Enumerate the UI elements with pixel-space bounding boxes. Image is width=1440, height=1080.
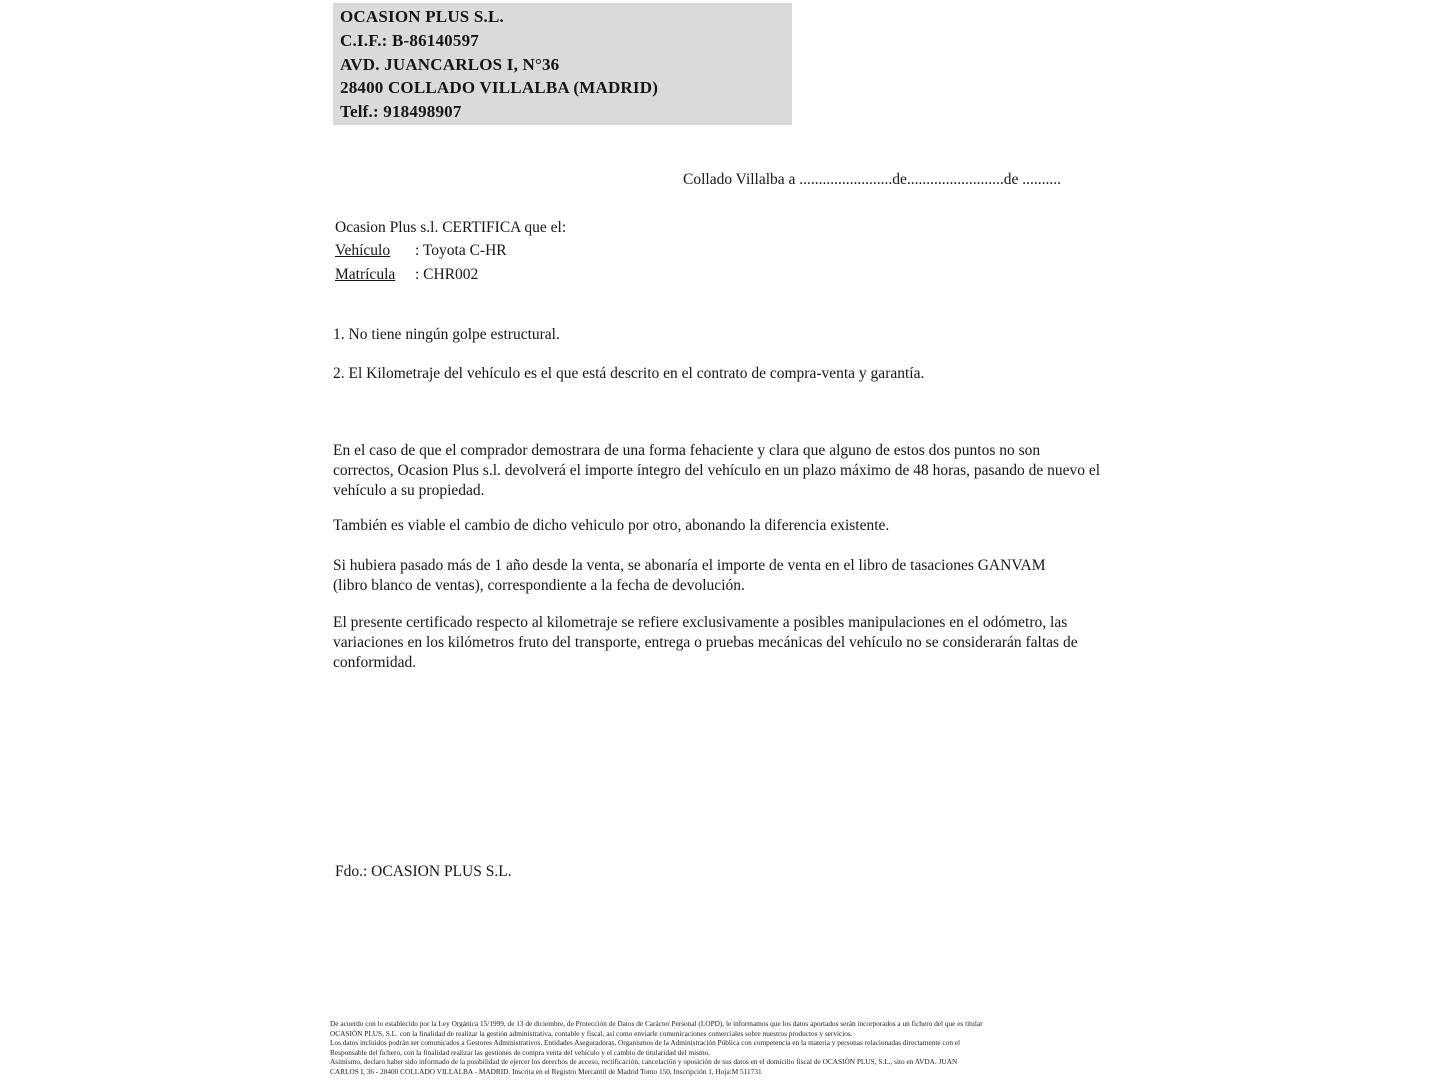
signature-line: Fdo.: OCASION PLUS S.L.	[335, 863, 512, 880]
plate-value: : CHR002	[415, 265, 479, 283]
company-name: OCASION PLUS S.L.	[340, 7, 504, 26]
vehicle-label: Vehículo	[335, 242, 391, 260]
legal-footer-line: OCASIÓN PLUS, S.L. con la finalidad de realizar la gestión administrativa, contable y fiscal, así como enviarle comunicaciones comerciales sobre nuestros productos y servicios.	[330, 1028, 853, 1038]
vehicle-row	[335, 239, 566, 262]
date-fill-in-line: Collado Villalba a ........................de.........................de ..........	[683, 171, 1062, 188]
company-cif: C.I.F.: B-86140597	[340, 30, 479, 50]
certified-point-2: 2. El Kilometraje del vehículo es el que está descrito en el contrato de compra-venta y garantía.	[333, 365, 925, 382]
ganvam-clause-paragraph: Si hubiera pasado más de 1 año desde la venta, se abonaría el importe de venta en el libro de tasaciones GANVAM (libro blanco de ventas), correspondiente a la fecha de devolución.	[333, 557, 1046, 594]
odometer-clause-paragraph: El presente certificado respecto al kilometraje se refiere exclusivamente a posibles manipulaciones en el odómetro, las variaciones en los kilómetros fruto del transporte, entrega o pruebas mecánicas del vehículo no se considerarán faltas de conformidad.	[333, 614, 1078, 671]
legal-footer	[330, 1019, 983, 1076]
certification-block	[335, 216, 566, 286]
exchange-clause-paragraph: También es viable el cambio de dicho vehiculo por otro, abonando la diferencia existente.	[333, 517, 890, 534]
certified-point-1: 1. No tiene ningún golpe estructural.	[333, 326, 560, 343]
legal-footer-line: Los datos incluidos podrán ser comunicados a Gestores Administrativos, Entidades Aseguradoras, Organismos de la Administración Pública con competencia en la materia y personas relacionadas directamente con el	[330, 1038, 961, 1047]
plate-label: Matrícula	[335, 265, 396, 283]
company-header-block	[333, 3, 792, 125]
company-phone: Telf.: 918498907	[340, 102, 462, 122]
certification-intro: Ocasion Plus s.l. CERTIFICA que el:	[335, 219, 567, 236]
refund-clause-paragraph: En el caso de que el comprador demostrara de una forma fehaciente y clara que alguno de estos dos puntos no son correctos, Ocasion Plus s.l. devolverá el importe íntegro del vehículo en un plazo máximo de 48 horas, pasando de nuevo el vehículo a su propiedad.	[333, 442, 1101, 499]
company-address: AVD. JUANCARLOS I, N°36	[340, 54, 560, 74]
plate-row	[335, 263, 566, 286]
legal-footer-line: Responsable del fichero, con la finalidad realizar las gestiones de compra venta del vehículo y el cambio de titularidad del mismo.	[330, 1047, 711, 1057]
vehicle-value: : Toyota C-HR	[415, 242, 507, 260]
company-city: 28400 COLLADO VILLALBA (MADRID)	[340, 78, 659, 98]
legal-footer-line: Asimismo, declaro haber sido informado de la posibilidad de ejercer los derechos de acceso, rectificación, cancelación y oposición de sus datos en el domicilio fiscal de OCASIÓN PLUS, S.L., sito en AVDA. JUAN	[330, 1057, 958, 1066]
legal-footer-line: De acuerdo con lo establecido por la Ley Orgánica 15/1999, de 13 de diciembre, de Protección de Datos de Carácter Personal (LOPD), le informamos que los datos aportados serán incorporados a un fichero del que es titular	[330, 1019, 983, 1028]
legal-footer-line: CARLOS I, 36 - 28400 COLLADO VILLALBA - MADRID. Inscrita en el Registro Mercantil de Madrid Tomo 150, Inscripción 1, Hoja:M 511731	[330, 1066, 762, 1076]
